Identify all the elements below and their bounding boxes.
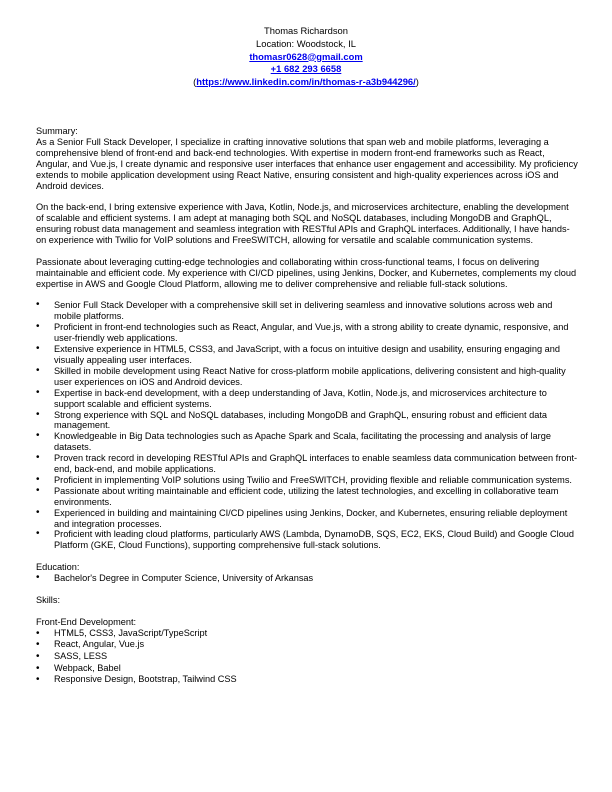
list-item: • Experienced in building and maintaining CI/CD pipelines using Jenkins, Docker, and Kubernetes, ensuring reliable deployment and integration processes. bbox=[36, 508, 578, 530]
candidate-name: Thomas Richardson bbox=[264, 25, 348, 36]
list-item: • Bachelor's Degree in Computer Science, University of Arkansas bbox=[36, 573, 578, 584]
list-item: • Skilled in mobile development using React Native for cross-platform mobile applications, delivering consistent and high-quality user experiences on iOS and Android devices. bbox=[36, 366, 578, 388]
summary-paragraph: As a Senior Full Stack Developer, I specialize in crafting innovative solutions that span web and mobile platforms, leveraging a comprehensive blend of front-end and back-end technologies. With expertise in modern front-end frameworks such as React, Angular, and Vue.js, I create dynamic and responsive user interfaces that enhance user engagement and accessibility. My proficiency extends to mobile application development using React Native, ensuring consistent and high-quality experiences across iOS and Android devices. bbox=[36, 136, 578, 191]
list-item: • Webpack, Babel bbox=[36, 663, 578, 675]
list-item: • Knowledgeable in Big Data technologies such as Apache Spark and Scala, facilitating the processing and analysis of large datasets. bbox=[36, 431, 578, 453]
linkedin-paren-close: ) bbox=[415, 76, 419, 88]
education-list bbox=[36, 573, 578, 584]
list-item: • Expertise in back-end development, with a deep understanding of Java, Kotlin, Node.js, and microservices architecture to support scalable and efficient systems. bbox=[36, 388, 578, 410]
summary-paragraph: Passionate about leveraging cutting-edge technologies and collaborating within cross-functional teams, I focus on delivering maintainable and efficient code. My experience with CI/CD pipelines, using Jenkins, Docker, and Kubernetes, complements my cloud expertise in AWS and Google Cloud Platform, allowing me to deliver comprehensive and reliable full-stack solutions. bbox=[36, 256, 577, 289]
skills-heading: Skills: bbox=[36, 594, 60, 605]
summary-bullet-list bbox=[36, 300, 578, 551]
resume-body bbox=[36, 126, 578, 686]
list-item: • Proven track record in developing RESTful APIs and GraphQL interfaces to enable seamless data communication between front-end, back-end, and mobile applications. bbox=[36, 453, 578, 475]
education-heading: Education: bbox=[36, 562, 80, 573]
list-item: • Senior Full Stack Developer with a comprehensive skill set in delivering seamless and innovative solutions across web and mobile platforms. bbox=[36, 300, 578, 322]
list-item: • Passionate about writing maintainable and efficient code, utilizing the latest technologies, and excelling in collaborative team environments. bbox=[36, 486, 578, 508]
phone-link[interactable]: +1 682 293 6658 bbox=[270, 63, 342, 75]
list-item: • Proficient in implementing VoIP solutions using Twilio and FreeSWITCH, providing flexible and reliable communication systems. bbox=[36, 475, 578, 486]
candidate-location: Location: Woodstock, IL bbox=[256, 37, 356, 49]
list-item: • Responsive Design, Bootstrap, Tailwind CSS bbox=[36, 674, 578, 686]
list-item: • Strong experience with SQL and NoSQL databases, including MongoDB and GraphQL, ensuring robust and efficient data management. bbox=[36, 410, 578, 432]
summary-paragraph: On the back-end, I bring extensive experience with Java, Kotlin, Node.js, and microservices architecture, enabling the development of scalable and efficient systems. I am adept at managing both SQL and NoSQL databases, including MongoDB and GraphQL, ensuring robust data management and seamless integration with RESTful APIs and GraphQL interfaces. Additionally, I have hands-on experience with Twilio for VoIP solutions and FreeSWITCH, allowing for versatile and scalable communication systems. bbox=[36, 202, 570, 246]
list-item: • Proficient with leading cloud platforms, particularly AWS (Lambda, DynamoDB, SQS, EC2, EKS, Cloud Build) and Google Cloud Platform (GKE, Cloud Functions), supporting comprehensive full-stack solutions. bbox=[36, 529, 578, 551]
frontend-heading: Front-End Development: bbox=[36, 616, 137, 627]
list-item: • React, Angular, Vue.js bbox=[36, 639, 578, 651]
list-item: • SASS, LESS bbox=[36, 651, 578, 663]
linkedin-link[interactable]: https://www.linkedin.com/in/thomas-r-a3b944296/ bbox=[196, 76, 416, 88]
linkedin-line bbox=[0, 76, 612, 89]
list-item: • HTML5, CSS3, JavaScript/TypeScript bbox=[36, 628, 578, 640]
summary-heading: Summary: bbox=[36, 126, 78, 136]
list-item: • Extensive experience in HTML5, CSS3, and JavaScript, with a focus on intuitive design and usability, ensuring engaging and visually appealing user interfaces. bbox=[36, 344, 578, 366]
email-link[interactable]: thomasr0628@gmail.com bbox=[249, 50, 363, 62]
contact-header bbox=[0, 25, 612, 89]
linkedin-paren-open: ( bbox=[193, 76, 197, 88]
frontend-skill-list bbox=[36, 628, 578, 687]
list-item: • Proficient in front-end technologies such as React, Angular, and Vue.js, with a strong ability to create dynamic, responsive, and user-friendly web applications. bbox=[36, 322, 578, 344]
